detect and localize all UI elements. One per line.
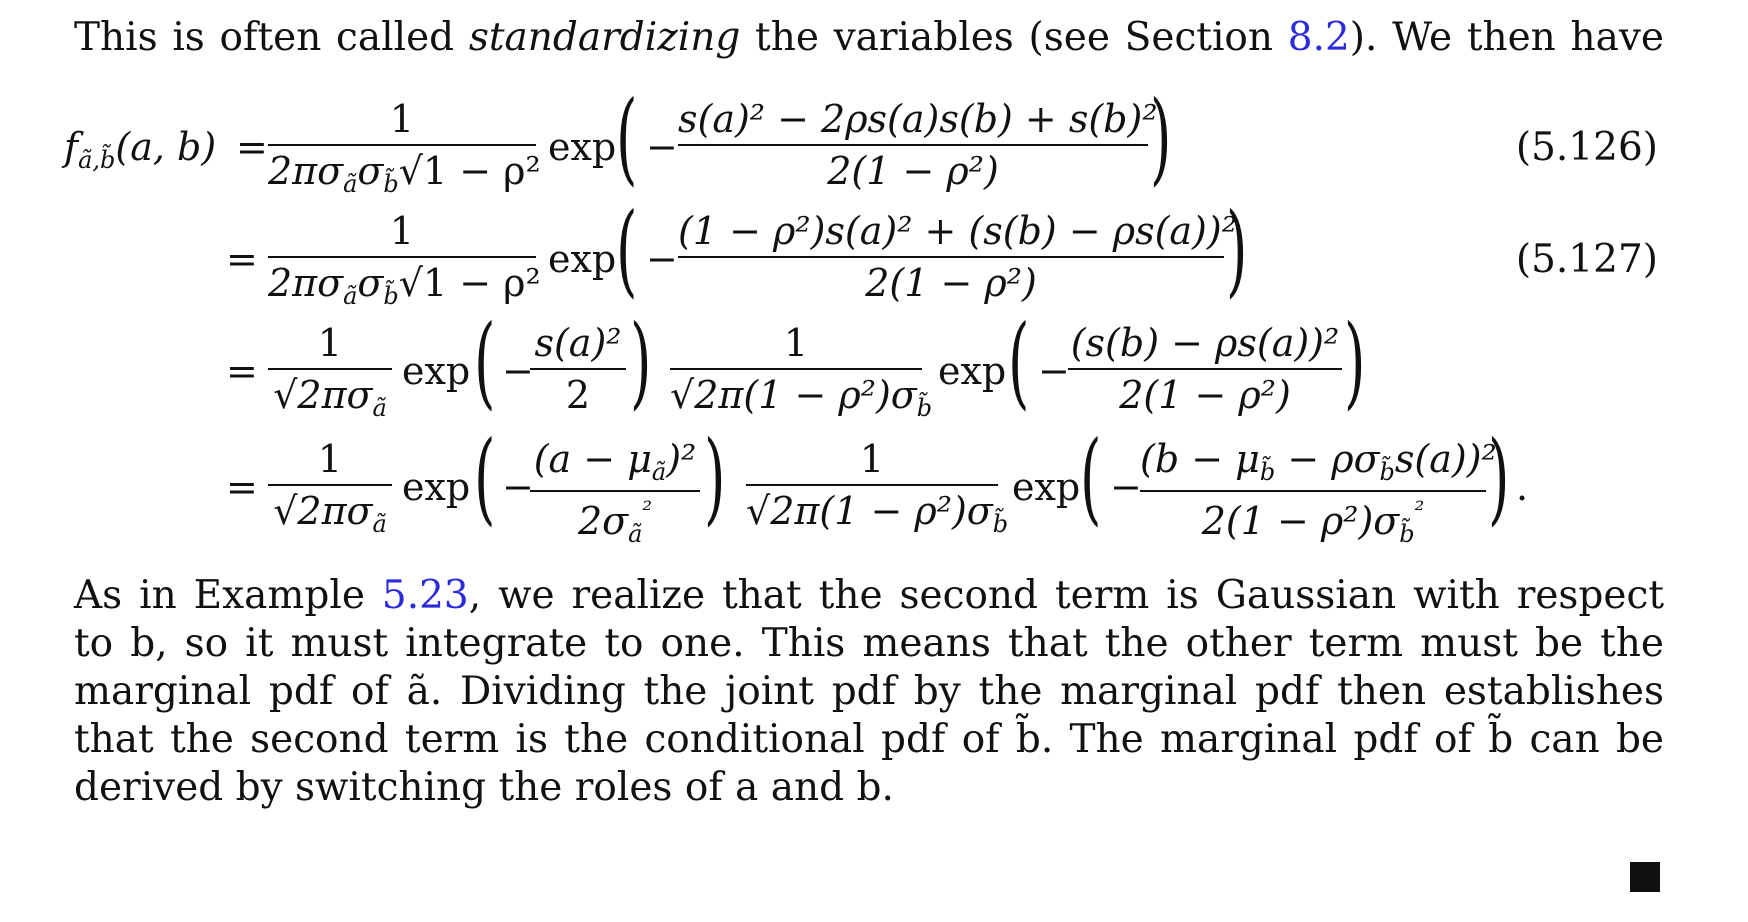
eq1-label: (5.126) <box>1515 125 1658 170</box>
eq2-left-paren: ( <box>616 191 638 308</box>
eq1-exp: exp <box>548 125 617 169</box>
eq2-exponent-fraction: (1 − ρ²)s(a)² + (s(b) − ρs(a))² 2(1 − ρ²) <box>678 209 1237 305</box>
eq2-right-paren: ) <box>1226 191 1248 308</box>
outro-line-2: to b, so it must integrate to one. This means that the other term must be the <box>74 621 1664 666</box>
eq4-minus-b: − <box>1110 465 1142 509</box>
eq4-minus-a: − <box>502 465 534 509</box>
eq4-left-paren-b: ( <box>1080 419 1102 536</box>
section-link[interactable]: 8.2 <box>1287 15 1350 60</box>
eq1-minus: − <box>646 125 678 169</box>
eq2-label: (5.127) <box>1515 237 1658 282</box>
intro-emphasis: standardizing <box>468 15 741 60</box>
eq3-left-paren-a: ( <box>474 303 496 420</box>
eq3-minus-a: − <box>502 349 534 393</box>
intro-text-before: This is often called <box>74 15 469 60</box>
eq4-right-paren-a: ) <box>704 419 726 536</box>
eq1-exponent-fraction: s(a)² − 2ρs(a)s(b) + s(b)² 2(1 − ρ²) <box>678 97 1158 193</box>
eq3-inner-a-fraction: s(a)² 2 <box>530 324 626 414</box>
eq4-inner-b-fraction: $(b - \mu_{b̃} - \rho\sigma_{b̃}s(a))^2$ $2(1 - \rho^2)\sigma_{b̃}^{^2}$ <box>1140 437 1497 548</box>
eq3-exp-a: exp <box>402 349 471 393</box>
eq3-inner-b-fraction: (s(b) − ρs(a))² 2(1 − ρ²) <box>1068 324 1342 414</box>
eq4-norm-a-fraction: 1 $√2\pi\sigma_ã$ <box>268 440 392 536</box>
eq2-exp: exp <box>548 237 617 281</box>
eq3-right-paren-b: ) <box>1344 303 1366 420</box>
eq2-norm-fraction: 1 $2\pi\sigma_ã\sigma_{b̃}√1 - \rho^2$ <box>268 209 541 310</box>
eq4-exp-a: exp <box>402 465 471 509</box>
eq1-right-paren: ) <box>1150 79 1172 196</box>
outro-line-3: marginal pdf of ã. Dividing the joint pdf by the marginal pdf then establishes <box>74 669 1664 714</box>
qed-square <box>1630 862 1660 892</box>
outro-line-1 <box>74 573 1664 618</box>
eq3-minus-b: − <box>1038 349 1070 393</box>
intro-line <box>74 15 1665 60</box>
eq1-left-paren: ( <box>616 79 638 196</box>
outro-line-1-a: As in Example <box>74 573 382 618</box>
intro-text-after: ). We then have <box>1349 15 1665 60</box>
outro-line-4: that the second term is the conditional pdf of b̃. The marginal pdf of b̃ can be <box>74 717 1664 762</box>
intro-text-middle: the variables (see Section <box>740 15 1288 60</box>
eq2-equals: = <box>226 237 258 281</box>
eq3-right-paren-a: ) <box>630 303 652 420</box>
eq4-norm-b-fraction: 1 $√2\pi(1 - \rho^2)\sigma_{b̃}$ <box>746 437 1009 538</box>
eq4-left-paren-a: ( <box>474 419 496 536</box>
eq4-right-paren-b: ) <box>1488 419 1510 536</box>
eq4-inner-a-fraction: $(a - \mu_ã)^2$ $2\sigma_ã^{^2}$ <box>530 440 700 546</box>
eq3-norm-b-fraction: 1 $√2\pi(1 - \rho^2)\sigma_{b̃}$ <box>670 321 933 422</box>
eq4-period: . <box>1516 465 1529 509</box>
eq2-minus: − <box>646 237 678 281</box>
eq3-exp-b: exp <box>938 349 1007 393</box>
outro-line-5: derived by switching the roles of a and b. <box>74 765 894 810</box>
eq1-norm-fraction: 1 $2\pi\sigma_ã\sigma_{b̃}√1 - \rho^2$ <box>268 97 541 198</box>
eq1-equals: = <box>236 125 268 169</box>
eq3-norm-a-fraction: 1 $√2\pi\sigma_ã$ <box>268 324 392 420</box>
eq4-exp-b: exp <box>1012 465 1081 509</box>
eq3-left-paren-b: ( <box>1008 303 1030 420</box>
eq1-lhs: $f_{ã,b̃}(a$, b) <box>64 125 217 174</box>
outro-line-1-b: , we realize that the second term is Gaussian with respect <box>468 573 1664 618</box>
example-link[interactable]: 5.23 <box>381 573 469 618</box>
eq3-equals: = <box>226 349 258 393</box>
eq4-equals: = <box>226 465 258 509</box>
